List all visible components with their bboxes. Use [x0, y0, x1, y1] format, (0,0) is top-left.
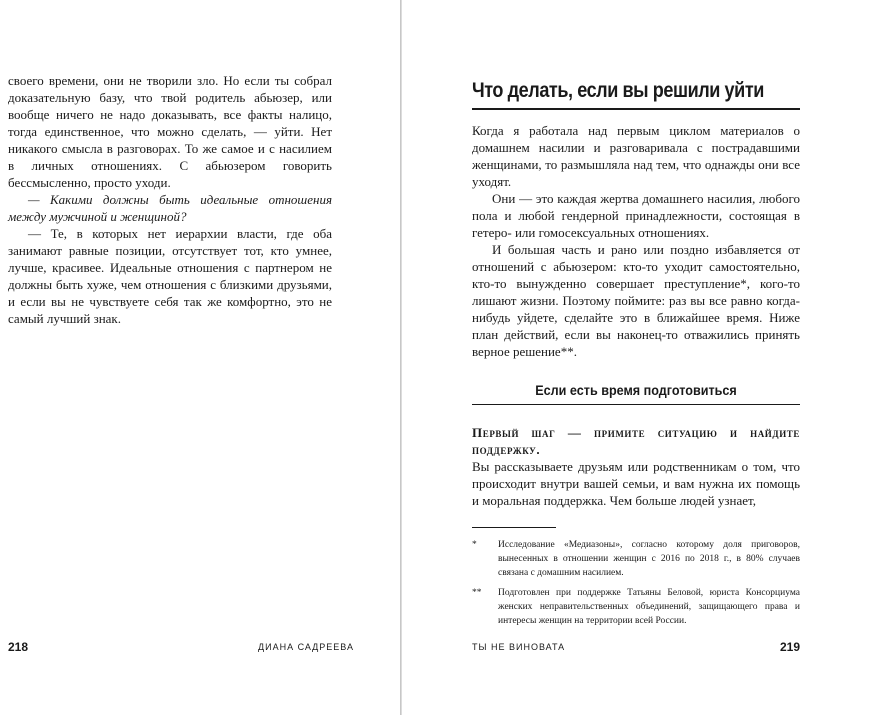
title-underline	[472, 108, 800, 110]
section-heading: Если есть время подготовиться	[535, 382, 737, 398]
footnote-text: Исследование «Медиазоны», согласно которому доля приговоров, вынесенных в отношении женщин с 2016 по 2018 г., в 80% случаев связана с домашним насилием.	[498, 540, 800, 578]
right-page-body	[472, 122, 800, 360]
chapter-title: Что делать, если вы решили уйти	[472, 79, 764, 102]
right-page-number: 219	[780, 640, 801, 654]
left-running-header: ДИАНА САДРЕЕВА	[258, 642, 354, 652]
footnotes	[472, 538, 800, 634]
right-running-header: ТЫ НЕ ВИНОВАТА	[472, 642, 566, 652]
left-page	[0, 0, 400, 715]
interview-answer: — Те, в которых нет иерархии власти, где оба занимают равные позиции, отсутствует тот, кто умнее, лучше, красивее. Идеальные отношения с партнером не должны быть хуже, чем отношения с близкими друзьями, и если вы не чувствуете себя так же комфортно, это не самый лучший знак.	[8, 226, 332, 326]
step-heading: Первый шаг — примите ситуацию и найдите поддержку.	[472, 425, 800, 457]
right-paragraph-1: Когда я работала над первым циклом материалов о домашнем насилии и разговаривала с пострадавшими женщинами, то размышляла над тем, что однажды они все уходят.	[472, 123, 800, 189]
footnote	[472, 586, 800, 628]
footnote	[472, 538, 800, 580]
left-paragraph-1: своего времени, они не творили зло. Но если ты собрал доказательную базу, что твой родитель абьюзер, или вообще ничего не надо доказывать, все факты налицо, тогда единственное, что можно сделать, — уйти. Нет никакого смысла в разговорах. То же самое и с насилием в личных отношениях. С абьюзером говорить бессмысленно, просто уходи.	[8, 73, 332, 190]
footnote-text: Подготовлен при поддержке Татьяны Беловой, юриста Консорциума женских неправительственных объединений, защищающего права и интересы женщин на территории всей России.	[498, 588, 800, 626]
section-underline	[472, 404, 800, 405]
footnote-separator	[472, 527, 556, 528]
right-paragraph-3: И большая часть и рано или поздно избавляется от отношений с абьюзером: кто-то уходит самостоятельно, кто-то вынужденно совершает преступление*, кого-то лишают жизни. Поэтому поймите: раз вы все равно когда-нибудь уйдете, сделайте это в ближайшее время. Ниже план действий, если вы наконец-то отважились принять верное решение**.	[472, 242, 800, 359]
step-block	[472, 424, 800, 509]
left-page-text	[8, 72, 332, 327]
footnote-mark: **	[472, 588, 482, 598]
interview-question: — Какими должны быть идеальные отношения между мужчиной и женщиной?	[8, 192, 332, 224]
left-page-number: 218	[8, 640, 29, 654]
step-text: Вы рассказываете друзьям или родственникам о том, что происходит внутри вашей семьи, и вам нужна их помощь и моральная поддержка. Чем больше людей узнает,	[472, 459, 800, 508]
footnote-mark: *	[472, 540, 477, 550]
right-page	[402, 0, 880, 715]
right-paragraph-2: Они — это каждая жертва домашнего насилия, любого пола и любой гендерной принадлежности, состоящая в гетеро- или гомосексуальных отношениях.	[472, 191, 800, 240]
